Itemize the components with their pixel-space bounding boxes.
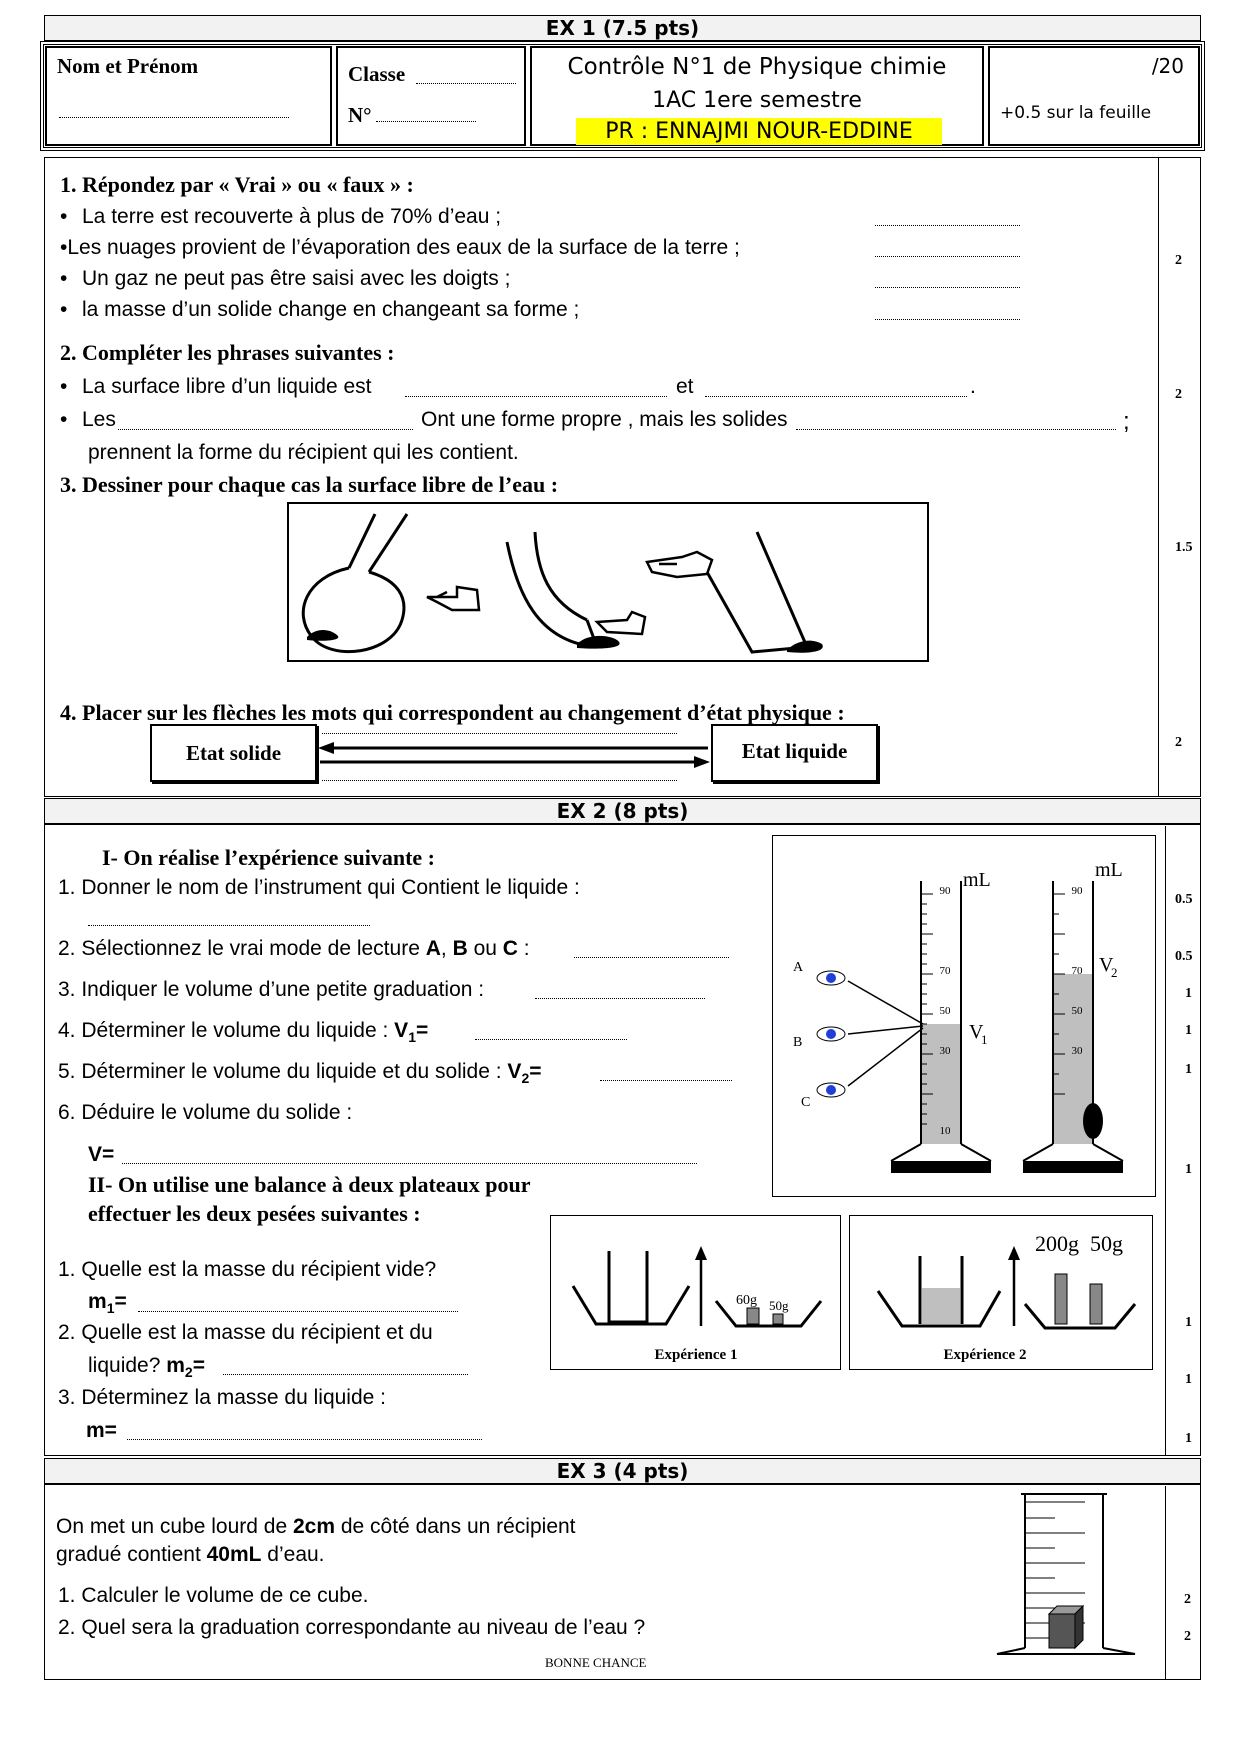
q2-semicolon: ;: [1123, 408, 1130, 435]
c1-tick-10: 10: [939, 1125, 951, 1137]
points-column-divider-3: [1165, 1486, 1166, 1680]
q2-line-2: • Les: [60, 408, 116, 431]
state-liquid-box: [711, 724, 878, 782]
balance1-caption: Expérience 1: [654, 1347, 738, 1363]
weight-60g: [747, 1308, 759, 1324]
ex2-q1-answer[interactable]: [88, 924, 370, 926]
cylinder1-level-v: V: [969, 1021, 984, 1043]
bullet-icon: •: [60, 408, 68, 431]
ex2-q3: 3. Indiquer le volume d’une petite graduation :: [58, 978, 485, 1001]
bullet-icon: •: [60, 236, 68, 259]
ex2-part2-line1: II- On utilise une balance à deux plateaux pour: [88, 1172, 531, 1197]
balance2-caption: Expérience 2: [943, 1347, 1027, 1363]
c1-tick-70: 70: [939, 965, 951, 977]
weight-50g-2: [1090, 1284, 1102, 1324]
eye-c-icon: [817, 1083, 845, 1097]
eye-b-icon: [817, 1027, 845, 1041]
ex3-text-2: gradué contient 40mL d’eau.: [56, 1543, 325, 1566]
ex2-title: EX 2 (8 pts): [556, 799, 689, 823]
c2-tick-30: 30: [1071, 1045, 1083, 1057]
balance2-w1: 200g: [1035, 1231, 1079, 1256]
eye-label-a: A: [793, 960, 804, 975]
points-column-divider: [1158, 157, 1159, 797]
ex3-cylinder-figure: [985, 1488, 1145, 1658]
footer-note: BONNE CHANCE: [545, 1655, 647, 1670]
q1-answer-3[interactable]: [875, 286, 1020, 288]
ex2-q4: 4. Déterminer le volume du liquide : $V_1=$: [58, 1019, 429, 1046]
cylinder2-unit: mL: [1095, 859, 1123, 881]
points-ex3-q1: 2: [1184, 1592, 1191, 1607]
cylinder1-unit: mL: [963, 869, 991, 891]
ex2-part1-title: I- On réalise l’expérience suivante :: [102, 845, 435, 870]
ex1-title: EX 1 (7.5 pts): [545, 16, 700, 40]
q2-blank-1[interactable]: [405, 395, 667, 397]
ex2-p2-q2-answer[interactable]: [223, 1373, 468, 1375]
sight-lines: [848, 981, 923, 1086]
points-ex1-q2: 2: [1175, 387, 1182, 402]
ex1-q1-title: 1. Répondez par « Vrai » ou « faux » :: [60, 172, 414, 197]
eye-label-b: B: [793, 1035, 803, 1050]
balance1-figure: [551, 1216, 840, 1369]
ex3-title-band: [44, 1458, 1201, 1484]
q1-item-1: • La terre est recouverte à plus de 70% d’eau ;: [60, 205, 502, 228]
q1-answer-2[interactable]: [875, 255, 1020, 257]
bullet-icon: •: [60, 375, 68, 398]
eye-a-icon: [817, 971, 845, 985]
cylinder2-base: [1023, 1161, 1123, 1173]
exam-subtitle: 1AC 1ere semestre: [652, 88, 862, 113]
class-box: [336, 46, 526, 146]
ex2-q5: 5. Déterminer le volume du liquide et du solide : $V_2=$: [58, 1060, 542, 1087]
cylinder1-base: [891, 1161, 991, 1173]
ex2-q2: 2. Sélectionnez le vrai mode de lecture A, B ou C :: [58, 937, 530, 960]
ex2-q5-answer[interactable]: [600, 1079, 732, 1081]
balance2-figure: [850, 1216, 1152, 1369]
points-ex2-p2-q3: 1: [1185, 1431, 1192, 1446]
score-box: [988, 46, 1200, 146]
bullet-icon: •: [60, 298, 68, 321]
ex1-q4-title: 4. Placer sur les flèches les mots qui correspondent au changement d’état physique :: [60, 700, 845, 725]
c1-tick-90: 90: [939, 885, 951, 897]
exam-title: Contrôle N°1 de Physique chimie: [567, 54, 947, 80]
balance2-arrow-head: [1008, 1246, 1020, 1260]
ex2-part2-line2: effectuer les deux pesées suivantes :: [88, 1201, 421, 1226]
solid-object: [1083, 1103, 1103, 1139]
c1-tick-30: 30: [939, 1045, 951, 1057]
balance1-w1: 60g: [736, 1293, 757, 1308]
points-ex2-q5: 1: [1185, 1062, 1192, 1077]
eye-label-c: C: [801, 1095, 811, 1110]
points-ex1-q4: 2: [1175, 735, 1182, 750]
ex3-title: EX 3 (4 pts): [556, 1459, 689, 1483]
q2-line-1: • La surface libre d’un liquide est: [60, 375, 372, 398]
points-ex3-q2: 2: [1184, 1629, 1191, 1644]
c2-tick-70: 70: [1071, 965, 1083, 977]
ex3-text-1: On met un cube lourd de 2cm de côté dans un récipient: [56, 1515, 576, 1538]
q2-line-2b: Ont une forme propre , mais les solides: [421, 408, 788, 431]
ex2-p2-q2b: liquide? $m_2=$: [88, 1354, 205, 1381]
ex3-q1: 1. Calculer le volume de ce cube.: [58, 1584, 369, 1607]
nom-field[interactable]: [59, 116, 289, 118]
ex2-q1: 1. Donner le nom de l’instrument qui Contient le liquide :: [58, 876, 580, 899]
arrow-left-head: [318, 742, 334, 754]
cylinder2-level-sub: 2: [1111, 965, 1118, 980]
numero-field[interactable]: [376, 120, 476, 122]
q2-period: .: [970, 375, 976, 398]
classe-label: Classe: [348, 62, 406, 86]
state-solid-box: [150, 724, 317, 782]
points-ex2-p2-q2: 1: [1185, 1372, 1192, 1387]
balance2-w2: 50g: [1090, 1231, 1123, 1256]
q1-item-2: •Les nuages provient de l’évaporation des eaux de la surface de la terre ;: [60, 236, 740, 259]
teacher-name: PR : ENNAJMI NOUR-EDDINE: [576, 118, 942, 145]
points-ex2-q3: 1: [1185, 986, 1192, 1001]
cylinder2-level-v: V: [1099, 954, 1114, 976]
ex2-q6: 6. Déduire le volume du solide :: [58, 1101, 353, 1124]
ex3-q2: 2. Quel sera la graduation correspondante au niveau de l’eau ?: [58, 1616, 646, 1639]
q1-item-3: • Un gaz ne peut pas être saisi avec les doigts ;: [60, 267, 511, 290]
nom-label: Nom et Prénom: [57, 54, 199, 78]
points-ex2-q4: 1: [1185, 1023, 1192, 1038]
numero-label: N°: [348, 103, 372, 127]
ex2-q4-answer[interactable]: [475, 1038, 627, 1040]
q2-blank-3[interactable]: [118, 428, 413, 430]
balance2-right-pan: [1025, 1304, 1135, 1328]
ex1-q2-title: 2. Compléter les phrases suivantes :: [60, 340, 395, 365]
name-box: [45, 46, 332, 146]
bullet-icon: •: [60, 205, 68, 228]
cylinder1-level-sub: 1: [981, 1032, 988, 1047]
classe-field[interactable]: [416, 82, 516, 84]
ex2-p2-q1-m: $m_1=$: [88, 1290, 127, 1317]
ex2-q6-answer[interactable]: [122, 1162, 697, 1164]
ex2-p2-q1: 1. Quelle est la masse du récipient vide?: [58, 1258, 437, 1281]
ex2-p2-q3: 3. Déterminez la masse du liquide :: [58, 1386, 386, 1409]
c2-tick-50: 50: [1071, 1005, 1083, 1017]
flasks-figure[interactable]: [287, 502, 929, 662]
state-arrows: [318, 740, 710, 770]
ex1-title-band: [44, 15, 1201, 41]
points-ex2-q6: 1: [1185, 1162, 1192, 1177]
ex2-title-band: [44, 798, 1201, 824]
points-ex2-q1: 0.5: [1175, 892, 1193, 907]
points-column-divider-2: [1165, 826, 1166, 1456]
points-ex1-q1: 2: [1175, 253, 1182, 268]
c1-tick-50: 50: [939, 1005, 951, 1017]
arrow-top-answer[interactable]: [322, 732, 677, 734]
c2-tick-90: 90: [1071, 885, 1083, 897]
balance1-arrow-head: [695, 1246, 707, 1260]
cylinders-figure: [773, 836, 1155, 1196]
ex2-p2-q3-m: m=: [86, 1419, 117, 1442]
bullet-icon: •: [60, 267, 68, 290]
q2-blank-4[interactable]: [796, 428, 1116, 430]
ex2-p2-q2: 2. Quelle est la masse du récipient et du: [58, 1321, 433, 1344]
weight-200g: [1055, 1274, 1067, 1324]
ex2-p2-q3-answer[interactable]: [127, 1438, 482, 1440]
q1-answer-1[interactable]: [875, 224, 1020, 226]
ex2-q6-v: V=: [88, 1143, 115, 1166]
score-total: /20: [1151, 54, 1184, 78]
q1-answer-4[interactable]: [875, 318, 1020, 320]
title-box: [530, 46, 984, 146]
cube-icon: [1049, 1606, 1083, 1648]
ex2-p2-q1-answer[interactable]: [138, 1310, 458, 1312]
state-solid-label: Etat solide: [185, 741, 282, 765]
ex1-q3-title: 3. Dessiner pour chaque cas la surface libre de l’eau :: [60, 472, 559, 497]
eye-labels: [793, 960, 810, 1110]
balance2-liquid: [922, 1288, 960, 1324]
bonus-note: +0.5 sur la feuille: [1000, 103, 1152, 123]
points-ex2-q2: 0.5: [1175, 949, 1193, 964]
state-liquid-label: Etat liquide: [741, 739, 848, 763]
arrow-right-head: [694, 756, 710, 768]
arrow-bottom-answer[interactable]: [322, 779, 677, 781]
ex2-q2-answer[interactable]: [574, 956, 729, 958]
q2-and: et: [676, 375, 694, 398]
balance1-w2: 50g: [769, 1298, 789, 1313]
q1-item-4: • la masse d’un solide change en changeant sa forme ;: [60, 298, 580, 321]
ex2-q3-answer[interactable]: [535, 997, 705, 999]
q2-blank-2[interactable]: [705, 395, 967, 397]
points-ex1-q3: 1.5: [1175, 540, 1193, 555]
weight-50g: [773, 1314, 783, 1324]
q2-line-3: prennent la forme du récipient qui les contient.: [88, 441, 519, 464]
balance1-left-pan: [573, 1251, 689, 1324]
points-ex2-p2-q1: 1: [1185, 1315, 1192, 1330]
